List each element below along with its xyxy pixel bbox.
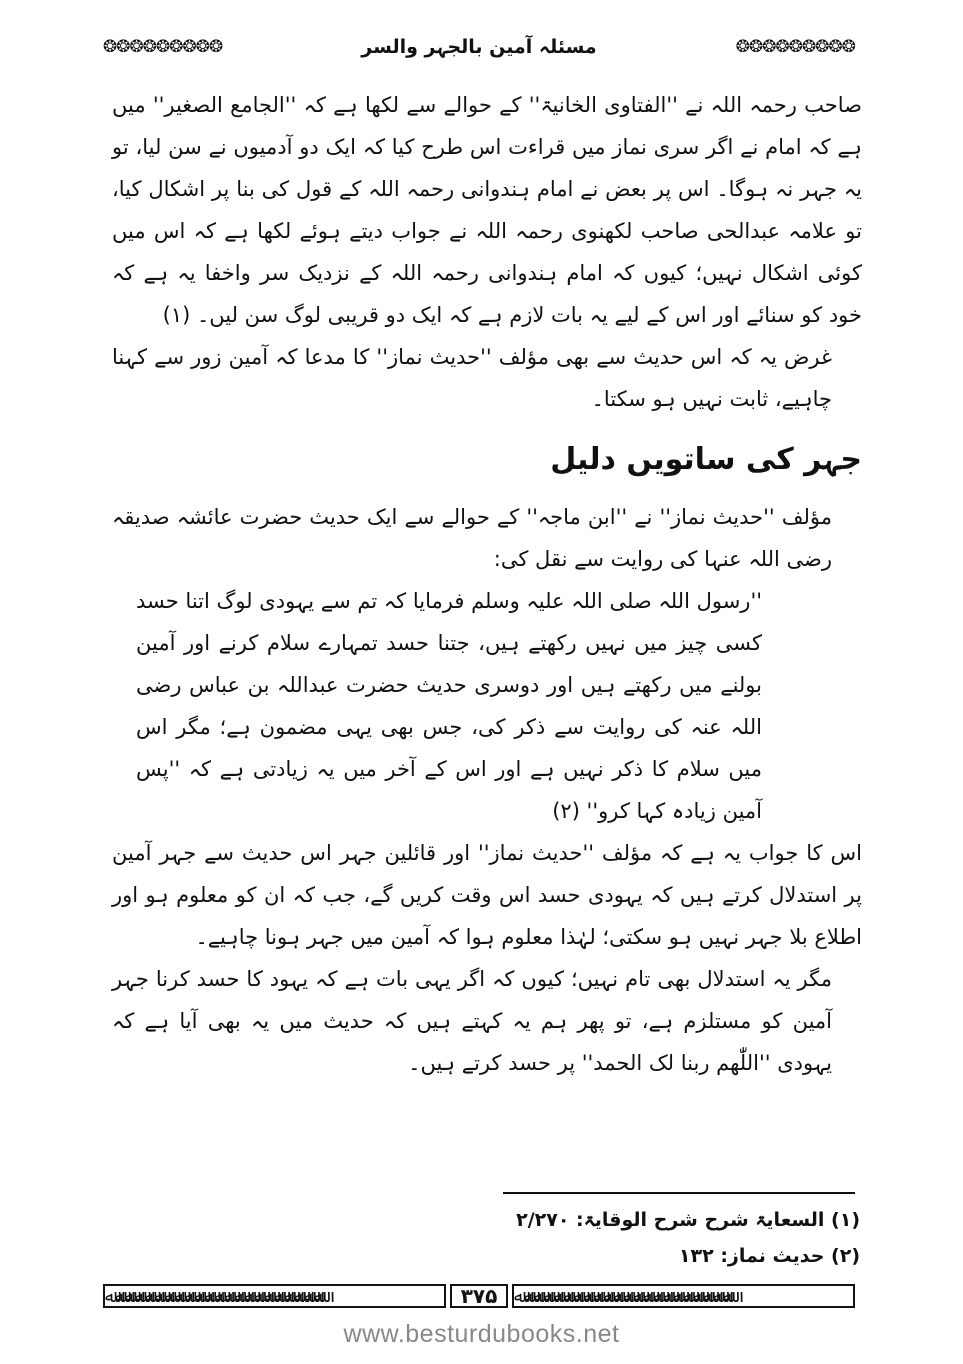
- header-ornament-right: ❂❂❂❂❂❂❂❂❂: [735, 36, 855, 57]
- hadith-quote: ''رسول اللہ صلی اللہ علیہ وسلم فرمایا کہ تم سے یہودی لوگ اتنا حسد کسی چیز میں نہیں رکھتے ہیں، جتنا حسد تمہارے سلام کرنے اور آمین بولنے میں رکھتے ہیں اور دوسری حدیث حضرت عبداللہ بن عباس رضی اللہ عنہ کی روایت سے ذکر کی، جس بھی یہی مضمون ہے؛ مگر اس میں سلام کا ذکر نہیں ہے اور اس کے آخر میں یہ زیادتی ہے کہ ''پس آمین زیادہ کہا کرو'' (۲): [136, 589, 762, 823]
- paragraph-5: مگر یہ استدلال بھی تام نہیں؛ کیوں کہ اگر یہی بات ہے کہ یہود کا حسد کرنا جہر آمین کو مستلزم ہے، تو پھر ہم یہ کہتے ہیں کہ حدیث میں یہ بھی آیا ہے کہ یہودی ''اللّٰھم ربنا لک الحمد'' پر حسد کرتے ہیں۔: [112, 967, 832, 1075]
- footer-ornament-right-pattern: ﷲﷲﷲﷲﷲﷲﷲﷲﷲﷲﷲﷲﷲﷲﷲﷲﷲﷲﷲﷲﷲﷲ: [514, 1286, 734, 1307]
- footer-ornament-left: [103, 1284, 446, 1308]
- footnotes: [480, 1202, 860, 1274]
- footnote-2: (۲) حدیث نماز: ۱۳۲: [678, 1245, 860, 1267]
- footer-ornament-left-pattern: ﷲﷲﷲﷲﷲﷲﷲﷲﷲﷲﷲﷲﷲﷲﷲﷲﷲﷲﷲﷲﷲﷲ: [105, 1286, 325, 1307]
- header-ornament-left: ❂❂❂❂❂❂❂❂❂: [103, 36, 223, 57]
- paragraph-4: اس کا جواب یہ ہے کہ مؤلف ''حدیث نماز'' اور قائلین جہر اس حدیث سے جہر آمین پر استدلال کرتے ہیں کہ یہودی حسد اس وقت کریں گے، جب کہ ان کو معلوم ہو اور اطلاع بلا جہر نہیں ہو سکتی؛ لہٰذا معلوم ہوا کہ آمین میں جہر ہونا چاہیے۔: [112, 841, 862, 949]
- footer-ornament-right: [512, 1284, 855, 1308]
- page-footer: [103, 1281, 855, 1311]
- paragraph-2: غرض یہ کہ اس حدیث سے بھی مؤلف ''حدیث نماز'' کا مدعا کہ آمین زور سے کہنا چاہیے، ثابت نہیں ہو سکتا۔: [112, 345, 832, 411]
- page-body: [112, 84, 862, 1084]
- paragraph-1: صاحب رحمہ اللہ نے ''الفتاوی الخانیۃ'' کے حوالے سے لکھا ہے کہ ''الجامع الصغیر'' میں ہے کہ امام نے اگر سری نماز میں قراءت اس طرح کیا کہ ایک دو آدمیوں نے سن لیا، تو یہ جہر نہ ہوگا۔ اس پر بعض نے امام ہندوانی رحمہ اللہ کے قول کی بنا پر اشکال کیا، تو علامہ عبدالحی صاحب لکھنوی رحمہ اللہ نے جواب دیتے ہوئے لکھا ہے کہ اس میں کوئی اشکال نہیں؛ کیوں کہ امام ہندوانی رحمہ اللہ کے نزدیک سر واخفا یہ ہے کہ خود کو سنائے اور اس کے لیے یہ بات لازم ہے کہ ایک دو قریبی لوگ سن لیں۔ (۱): [112, 93, 862, 327]
- footnote-divider: [503, 1192, 855, 1194]
- running-header: [103, 32, 855, 62]
- running-header-title: مسئلہ آمین بالجہر والسر: [361, 36, 597, 58]
- footnote-1: (۱) السعایۃ شرح شرح الوقایۃ: ۲/۲۷۰: [516, 1209, 860, 1231]
- source-watermark: www.besturdubooks.net: [343, 1320, 620, 1348]
- page-number: ۳۷۵: [450, 1284, 508, 1308]
- paragraph-3: مؤلف ''حدیث نماز'' نے ''ابن ماجہ'' کے حوالے سے ایک حدیث حضرت عائشہ صدیقہ رضی اللہ عنہا کی روایت سے نقل کی:: [112, 505, 832, 571]
- section-heading: جہر کی ساتویں دلیل: [550, 442, 862, 477]
